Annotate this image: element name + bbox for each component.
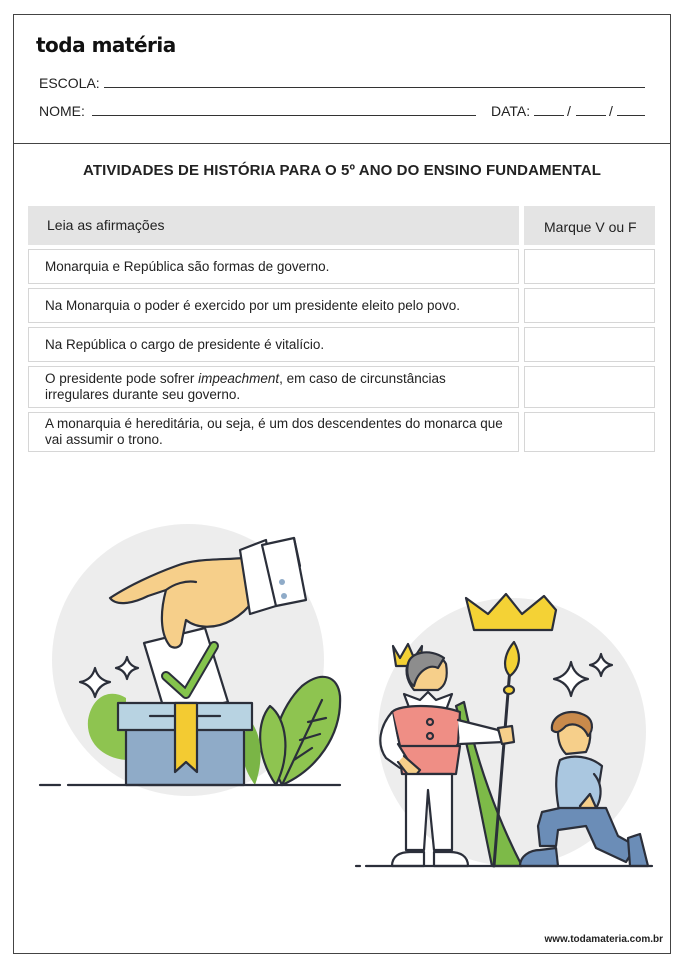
statement-italic-term: impeachment <box>198 371 280 386</box>
statement-part: O presidente pode sofrer <box>45 371 199 386</box>
statement-text: Na República o cargo de presidente é vitalício. <box>45 336 325 352</box>
statement-text: Monarquia e República são formas de governo. <box>45 258 330 274</box>
ballot-box-icon <box>118 703 252 785</box>
date-label: DATA: <box>491 103 531 119</box>
table-header-statements: Leia as afirmações <box>28 206 519 245</box>
page-title: ATIVIDADES DE HISTÓRIA PARA O 5º ANO DO ENSINO FUNDAMENTAL <box>83 162 601 179</box>
statement-text: Na Monarquia o poder é exercido por um presidente eleito pelo povo. <box>45 297 461 313</box>
statement-text: A monarquia é hereditária, ou seja, é um dos descendentes do monarca que vai assumir o trono. <box>45 416 503 447</box>
footer-url: www.todamateria.com.br <box>544 934 663 945</box>
date-separator: / <box>567 103 571 119</box>
crown-icon <box>466 594 556 630</box>
date-separator: / <box>609 103 613 119</box>
statement-part: , em caso de circunstâncias irregulares durante seu governo. <box>45 371 446 402</box>
school-label: ESCOLA: <box>39 75 100 91</box>
table-header-answer: Marque V ou F <box>524 206 655 245</box>
name-label: NOME: <box>39 103 85 119</box>
brand-logo: toda matéria <box>36 33 176 57</box>
